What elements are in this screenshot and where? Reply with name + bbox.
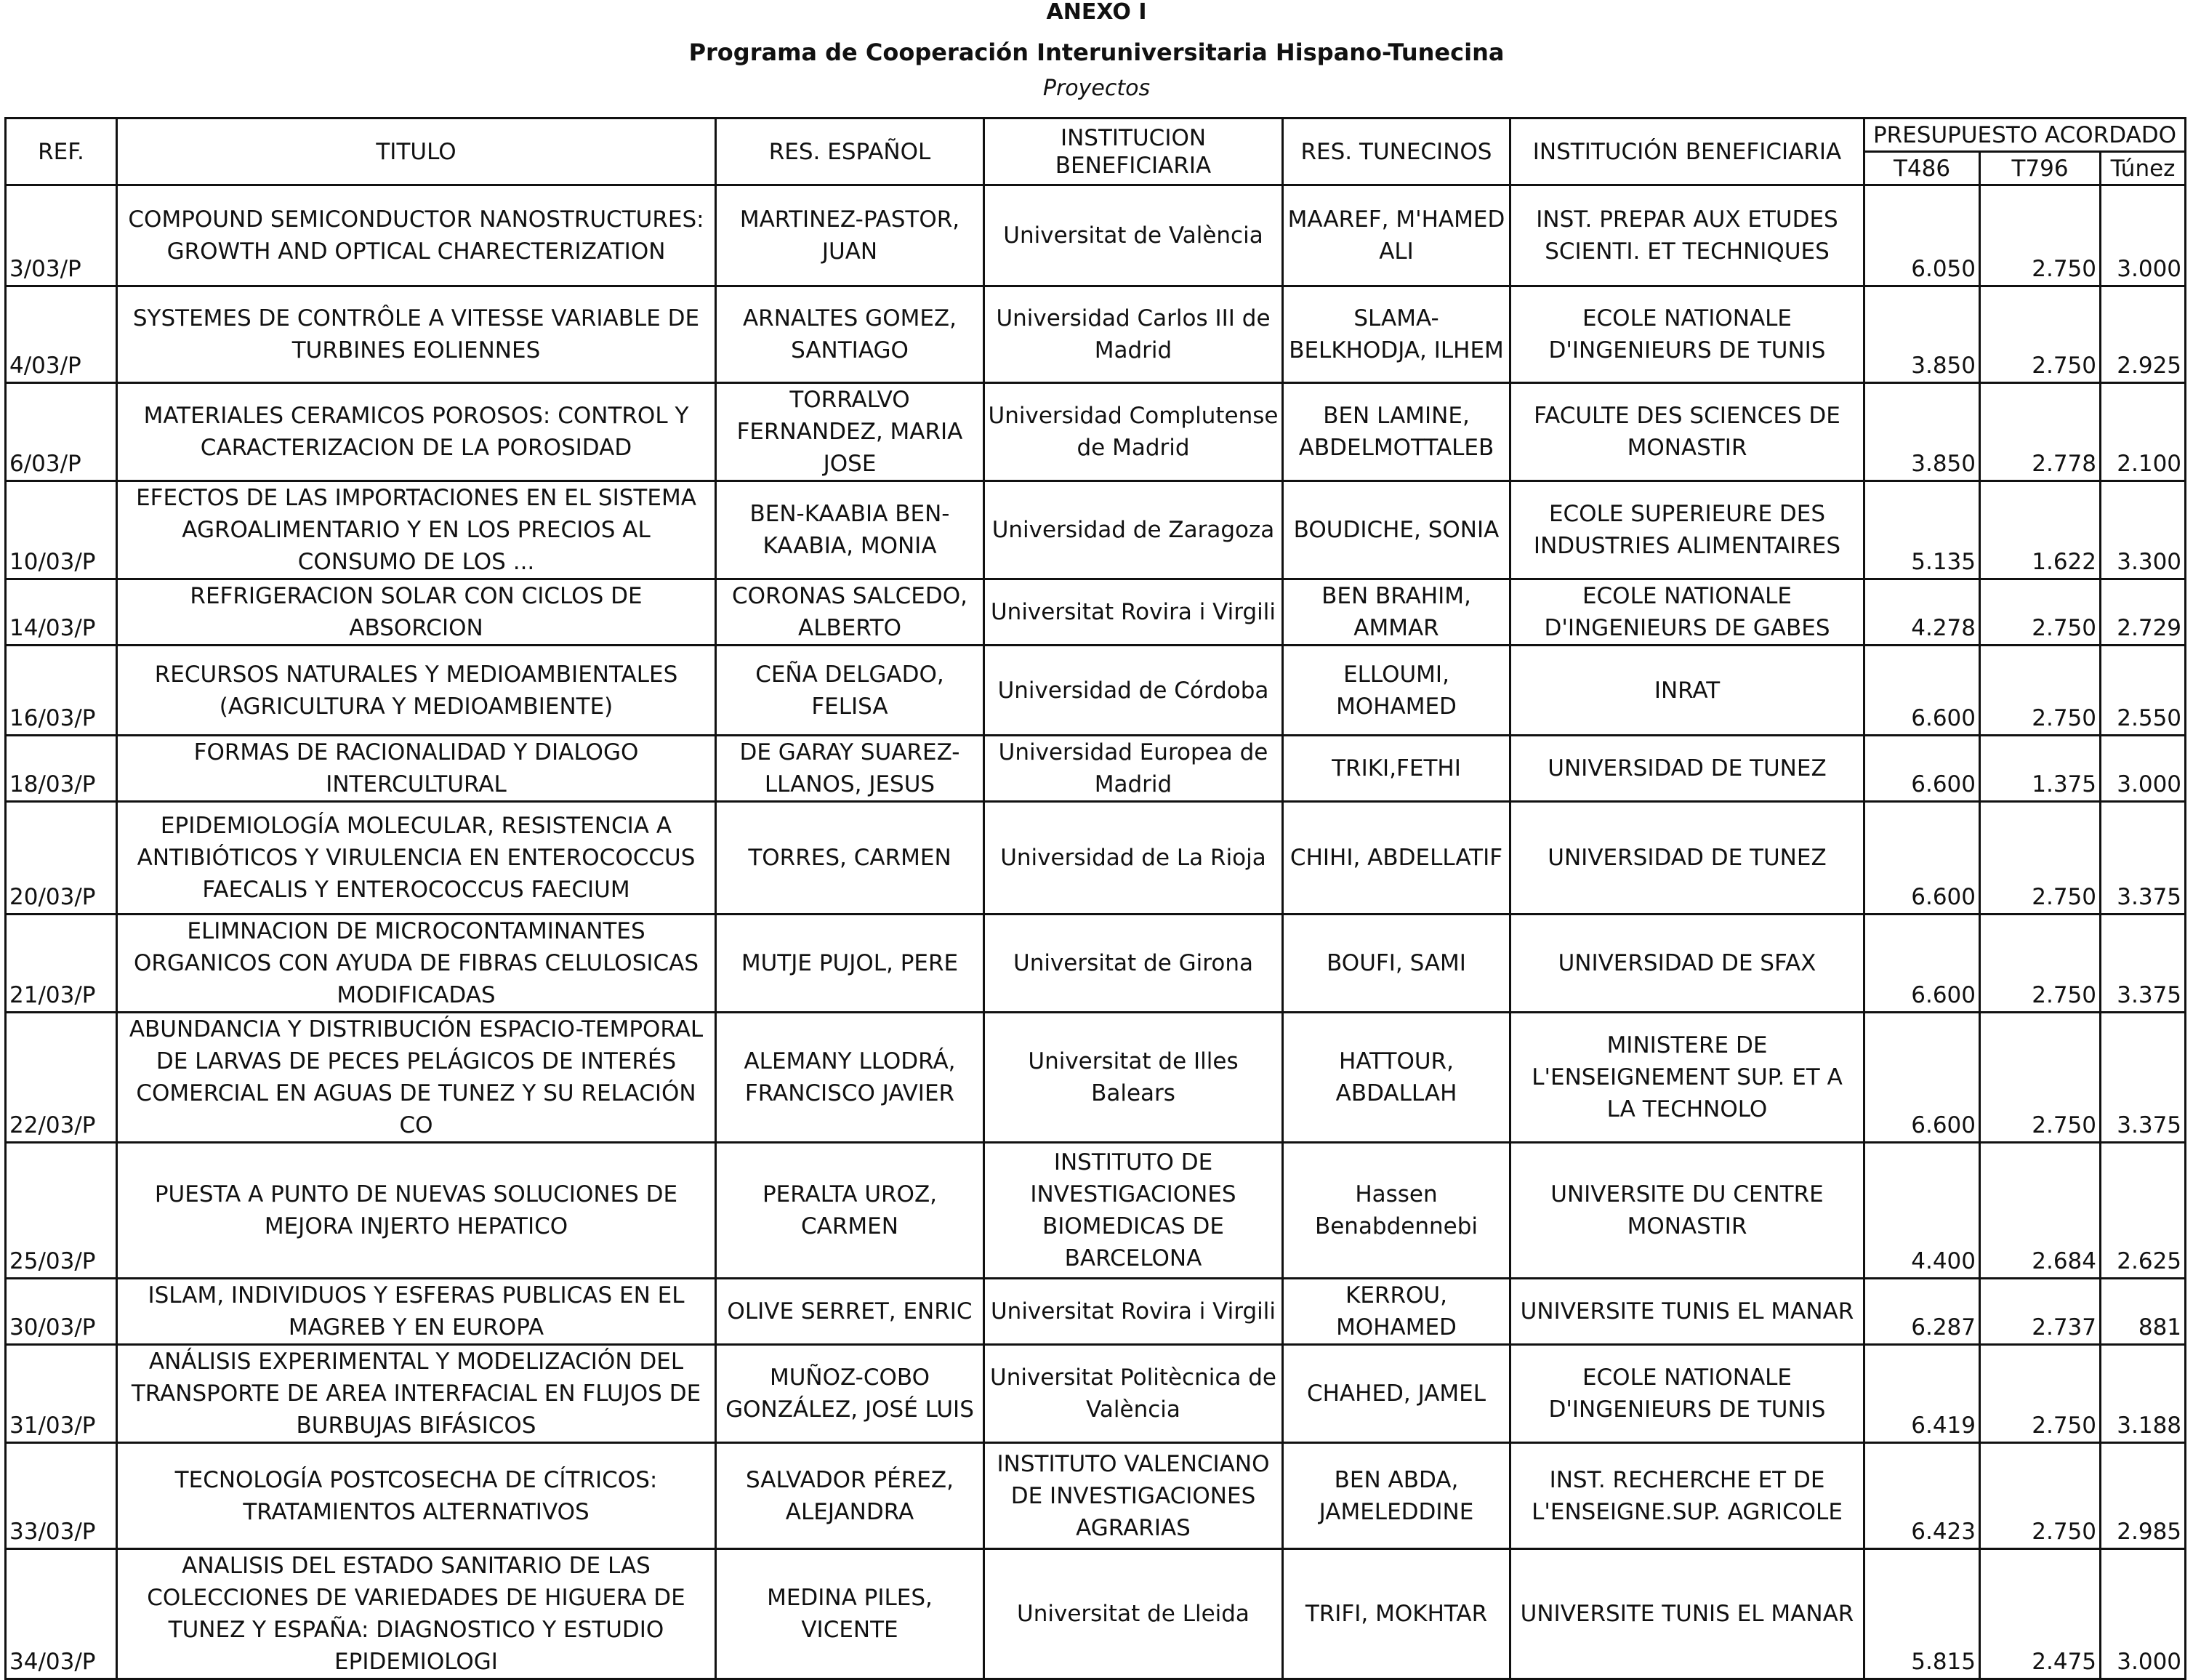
institucion-cell: Universidad de Córdoba (984, 646, 1283, 736)
tunez-cell: 2.100 (2101, 383, 2186, 481)
res-tunecinos-cell: BEN ABDA, JAMELEDDINE (1283, 1443, 1510, 1549)
institucion-beneficiaria-cell: FACULTE DES SCIENCES DE MONASTIR (1510, 383, 1864, 481)
table-row (6, 802, 2186, 915)
institucion-cell: Universitat de Lleida (984, 1549, 1283, 1679)
institucion-beneficiaria-cell: ECOLE NATIONALE D'INGENIEURS DE TUNIS (1510, 286, 1864, 383)
res-tunecinos-cell: SLAMA-BELKHODJA, ILHEM (1283, 286, 1510, 383)
table-row (6, 1143, 2186, 1279)
institucion-cell: Universidad Europea de Madrid (984, 736, 1283, 802)
titulo-cell: ANALISIS DEL ESTADO SANITARIO DE LAS COLECCIONES DE VARIEDADES DE HIGUERA DE TUNEZ Y ESPAÑA: DIAGNOSTICO Y ESTUDIO EPIDEMIOLOGI (117, 1549, 716, 1679)
col-presupuesto: PRESUPUESTO ACORDADO (1864, 118, 2186, 152)
table-row (6, 646, 2186, 736)
col-institucion: INSTITUCION BENEFICIARIA (984, 118, 1283, 185)
t486-cell: 4.400 (1864, 1143, 1980, 1279)
col-ref: REF. (6, 118, 117, 185)
t796-cell: 2.750 (1980, 646, 2101, 736)
titulo-cell: MATERIALES CERAMICOS POROSOS: CONTROL Y CARACTERIZACION DE LA POROSIDAD (117, 383, 716, 481)
institucion-cell: Universitat Rovira i Virgili (984, 579, 1283, 646)
res-espanol-cell: OLIVE SERRET, ENRIC (716, 1279, 984, 1345)
institucion-beneficiaria-cell: UNIVERSITE TUNIS EL MANAR (1510, 1549, 1864, 1679)
titulo-cell: PUESTA A PUNTO DE NUEVAS SOLUCIONES DE MEJORA INJERTO HEPATICO (117, 1143, 716, 1279)
institucion-beneficiaria-cell: ECOLE NATIONALE D'INGENIEURS DE GABES (1510, 579, 1864, 646)
titulo-cell: ISLAM, INDIVIDUOS Y ESFERAS PUBLICAS EN EL MAGREB Y EN EUROPA (117, 1279, 716, 1345)
t486-cell: 5.135 (1864, 481, 1980, 579)
t796-cell: 2.750 (1980, 915, 2101, 1013)
col-res-tunecinos: RES. TUNECINOS (1283, 118, 1510, 185)
res-espanol-cell: MARTINEZ-PASTOR, JUAN (716, 185, 984, 286)
res-espanol-cell: TORRES, CARMEN (716, 802, 984, 915)
col-t796: T796 (1980, 152, 2101, 185)
col-tunez: Túnez (2101, 152, 2186, 185)
tunez-cell: 3.375 (2101, 802, 2186, 915)
table-body (6, 185, 2186, 1679)
t796-cell: 2.778 (1980, 383, 2101, 481)
institucion-cell: Universidad Complutense de Madrid (984, 383, 1283, 481)
table-row (6, 1345, 2186, 1443)
tunez-cell: 3.375 (2101, 915, 2186, 1013)
table-row (6, 383, 2186, 481)
col-institucion-beneficiaria: INSTITUCIÓN BENEFICIARIA (1510, 118, 1864, 185)
t796-cell: 1.622 (1980, 481, 2101, 579)
res-espanol-cell: ALEMANY LLODRÁ, FRANCISCO JAVIER (716, 1013, 984, 1143)
tunez-cell: 3.000 (2101, 736, 2186, 802)
t486-cell: 6.419 (1864, 1345, 1980, 1443)
table-row (6, 1279, 2186, 1345)
t486-cell: 6.600 (1864, 1013, 1980, 1143)
res-espanol-cell: TORRALVO FERNANDEZ, MARIA JOSE (716, 383, 984, 481)
tunez-cell: 3.000 (2101, 185, 2186, 286)
t796-cell: 2.750 (1980, 1443, 2101, 1549)
institucion-cell: Universitat Politècnica de València (984, 1345, 1283, 1443)
table-row (6, 1443, 2186, 1549)
res-tunecinos-cell: BOUDICHE, SONIA (1283, 481, 1510, 579)
titulo-cell: SYSTEMES DE CONTRÔLE A VITESSE VARIABLE DE TURBINES EOLIENNES (117, 286, 716, 383)
t486-cell: 6.287 (1864, 1279, 1980, 1345)
res-espanol-cell: CEÑA DELGADO, FELISA (716, 646, 984, 736)
institucion-beneficiaria-cell: INRAT (1510, 646, 1864, 736)
t486-cell: 4.278 (1864, 579, 1980, 646)
ref-cell: 22/03/P (6, 1013, 117, 1143)
res-espanol-cell: MEDINA PILES, VICENTE (716, 1549, 984, 1679)
tunez-cell: 2.625 (2101, 1143, 2186, 1279)
ref-cell: 3/03/P (6, 185, 117, 286)
t486-cell: 6.600 (1864, 915, 1980, 1013)
t796-cell: 2.750 (1980, 1345, 2101, 1443)
ref-cell: 10/03/P (6, 481, 117, 579)
table-header (6, 118, 2186, 185)
ref-cell: 20/03/P (6, 802, 117, 915)
titulo-cell: EFECTOS DE LAS IMPORTACIONES EN EL SISTEMA AGROALIMENTARIO Y EN LOS PRECIOS AL CONSUMO DE LOS ... (117, 481, 716, 579)
t486-cell: 6.600 (1864, 802, 1980, 915)
t486-cell: 6.423 (1864, 1443, 1980, 1549)
res-tunecinos-cell: CHAHED, JAMEL (1283, 1345, 1510, 1443)
ref-cell: 21/03/P (6, 915, 117, 1013)
res-tunecinos-cell: TRIKI,FETHI (1283, 736, 1510, 802)
res-tunecinos-cell: MAAREF, M'HAMED ALI (1283, 185, 1510, 286)
t486-cell: 6.050 (1864, 185, 1980, 286)
t486-cell: 3.850 (1864, 383, 1980, 481)
titulo-cell: ELIMNACION DE MICROCONTAMINANTES ORGANICOS CON AYUDA DE FIBRAS CELULOSICAS MODIFICADAS (117, 915, 716, 1013)
tunez-cell: 3.375 (2101, 1013, 2186, 1143)
institucion-beneficiaria-cell: ECOLE NATIONALE D'INGENIEURS DE TUNIS (1510, 1345, 1864, 1443)
titulo-cell: REFRIGERACION SOLAR CON CICLOS DE ABSORCION (117, 579, 716, 646)
table-row (6, 915, 2186, 1013)
res-tunecinos-cell: BOUFI, SAMI (1283, 915, 1510, 1013)
tunez-cell: 2.550 (2101, 646, 2186, 736)
res-tunecinos-cell: CHIHI, ABDELLATIF (1283, 802, 1510, 915)
res-espanol-cell: BEN-KAABIA BEN-KAABIA, MONIA (716, 481, 984, 579)
t796-cell: 2.684 (1980, 1143, 2101, 1279)
res-espanol-cell: ARNALTES GOMEZ, SANTIAGO (716, 286, 984, 383)
institucion-cell: Universidad de La Rioja (984, 802, 1283, 915)
institucion-cell: Universidad Carlos III de Madrid (984, 286, 1283, 383)
tunez-cell: 2.729 (2101, 579, 2186, 646)
ref-cell: 4/03/P (6, 286, 117, 383)
table-row (6, 579, 2186, 646)
res-tunecinos-cell: KERROU, MOHAMED (1283, 1279, 1510, 1345)
ref-cell: 34/03/P (6, 1549, 117, 1679)
table-row (6, 481, 2186, 579)
col-res-espanol: RES. ESPAÑOL (716, 118, 984, 185)
res-espanol-cell: CORONAS SALCEDO, ALBERTO (716, 579, 984, 646)
institucion-beneficiaria-cell: UNIVERSITE TUNIS EL MANAR (1510, 1279, 1864, 1345)
res-espanol-cell: DE GARAY SUAREZ-LLANOS, JESUS (716, 736, 984, 802)
institucion-cell: INSTITUTO DE INVESTIGACIONES BIOMEDICAS DE BARCELONA (984, 1143, 1283, 1279)
ref-cell: 16/03/P (6, 646, 117, 736)
tunez-cell: 3.000 (2101, 1549, 2186, 1679)
t796-cell: 2.750 (1980, 579, 2101, 646)
institucion-beneficiaria-cell: UNIVERSITE DU CENTRE MONASTIR (1510, 1143, 1864, 1279)
t486-cell: 5.815 (1864, 1549, 1980, 1679)
institucion-beneficiaria-cell: INST. PREPAR AUX ETUDES SCIENTI. ET TECHNIQUES (1510, 185, 1864, 286)
tunez-cell: 2.985 (2101, 1443, 2186, 1549)
table-row (6, 1013, 2186, 1143)
res-tunecinos-cell: Hassen Benabdennebi (1283, 1143, 1510, 1279)
t796-cell: 2.750 (1980, 1013, 2101, 1143)
titulo-cell: TECNOLOGÍA POSTCOSECHA DE CÍTRICOS: TRATAMIENTOS ALTERNATIVOS (117, 1443, 716, 1549)
res-espanol-cell: MUÑOZ-COBO GONZÁLEZ, JOSÉ LUIS (716, 1345, 984, 1443)
ref-cell: 14/03/P (6, 579, 117, 646)
t796-cell: 1.375 (1980, 736, 2101, 802)
t796-cell: 2.750 (1980, 185, 2101, 286)
res-tunecinos-cell: HATTOUR, ABDALLAH (1283, 1013, 1510, 1143)
ref-cell: 25/03/P (6, 1143, 117, 1279)
titulo-cell: EPIDEMIOLOGÍA MOLECULAR, RESISTENCIA A ANTIBIÓTICOS Y VIRULENCIA EN ENTEROCOCCUS FAECALIS Y ENTEROCOCCUS FAECIUM (117, 802, 716, 915)
titulo-cell: FORMAS DE RACIONALIDAD Y DIALOGO INTERCULTURAL (117, 736, 716, 802)
t486-cell: 6.600 (1864, 646, 1980, 736)
t796-cell: 2.475 (1980, 1549, 2101, 1679)
table-row (6, 185, 2186, 286)
res-espanol-cell: MUTJE PUJOL, PERE (716, 915, 984, 1013)
ref-cell: 31/03/P (6, 1345, 117, 1443)
institucion-beneficiaria-cell: UNIVERSIDAD DE SFAX (1510, 915, 1864, 1013)
res-tunecinos-cell: ELLOUMI, MOHAMED (1283, 646, 1510, 736)
program-title: Programa de Cooperación Interuniversitaria Hispano-Tunecina (688, 39, 1505, 66)
institucion-beneficiaria-cell: INST. RECHERCHE ET DE L'ENSEIGNE.SUP. AGRICOLE (1510, 1443, 1864, 1549)
institucion-cell: Universidad de Zaragoza (984, 481, 1283, 579)
section-subtitle: Proyectos (1042, 76, 1151, 101)
institucion-cell: Universitat de Girona (984, 915, 1283, 1013)
institucion-beneficiaria-cell: MINISTERE DE L'ENSEIGNEMENT SUP. ET A LA TECHNOLO (1510, 1013, 1864, 1143)
t796-cell: 2.750 (1980, 802, 2101, 915)
ref-cell: 6/03/P (6, 383, 117, 481)
res-espanol-cell: SALVADOR PÉREZ, ALEJANDRA (716, 1443, 984, 1549)
tunez-cell: 881 (2101, 1279, 2186, 1345)
res-tunecinos-cell: BEN BRAHIM, AMMAR (1283, 579, 1510, 646)
table-row (6, 286, 2186, 383)
titulo-cell: ANÁLISIS EXPERIMENTAL Y MODELIZACIÓN DEL TRANSPORTE DE AREA INTERFACIAL EN FLUJOS DE BURBUJAS BIFÁSICOS (117, 1345, 716, 1443)
ref-cell: 18/03/P (6, 736, 117, 802)
tunez-cell: 3.300 (2101, 481, 2186, 579)
table-row (6, 1549, 2186, 1679)
t486-cell: 6.600 (1864, 736, 1980, 802)
tunez-cell: 2.925 (2101, 286, 2186, 383)
institucion-beneficiaria-cell: UNIVERSIDAD DE TUNEZ (1510, 736, 1864, 802)
titulo-cell: RECURSOS NATURALES Y MEDIOAMBIENTALES (AGRICULTURA Y MEDIOAMBIENTE) (117, 646, 716, 736)
t486-cell: 3.850 (1864, 286, 1980, 383)
annex-title: ANEXO I (1046, 0, 1147, 25)
projects-table (4, 117, 2186, 1680)
institucion-cell: INSTITUTO VALENCIANO DE INVESTIGACIONES AGRARIAS (984, 1443, 1283, 1549)
res-tunecinos-cell: TRIFI, MOKHTAR (1283, 1549, 1510, 1679)
t796-cell: 2.750 (1980, 286, 2101, 383)
institucion-cell: Universitat Rovira i Virgili (984, 1279, 1283, 1345)
t796-cell: 2.737 (1980, 1279, 2101, 1345)
tunez-cell: 3.188 (2101, 1345, 2186, 1443)
titulo-cell: ABUNDANCIA Y DISTRIBUCIÓN ESPACIO-TEMPORAL DE LARVAS DE PECES PELÁGICOS DE INTERÉS COMERCIAL EN AGUAS DE TUNEZ Y SU RELACIÓN CO (117, 1013, 716, 1143)
institucion-beneficiaria-cell: ECOLE SUPERIEURE DES INDUSTRIES ALIMENTAIRES (1510, 481, 1864, 579)
titulo-cell: COMPOUND SEMICONDUCTOR NANOSTRUCTURES: GROWTH AND OPTICAL CHARECTERIZATION (117, 185, 716, 286)
ref-cell: 33/03/P (6, 1443, 117, 1549)
table-row (6, 736, 2186, 802)
institucion-cell: Universitat de València (984, 185, 1283, 286)
col-t486: T486 (1864, 152, 1980, 185)
col-titulo: TITULO (117, 118, 716, 185)
res-espanol-cell: PERALTA UROZ, CARMEN (716, 1143, 984, 1279)
ref-cell: 30/03/P (6, 1279, 117, 1345)
institucion-cell: Universitat de Illes Balears (984, 1013, 1283, 1143)
res-tunecinos-cell: BEN LAMINE, ABDELMOTTALEB (1283, 383, 1510, 481)
institucion-beneficiaria-cell: UNIVERSIDAD DE TUNEZ (1510, 802, 1864, 915)
